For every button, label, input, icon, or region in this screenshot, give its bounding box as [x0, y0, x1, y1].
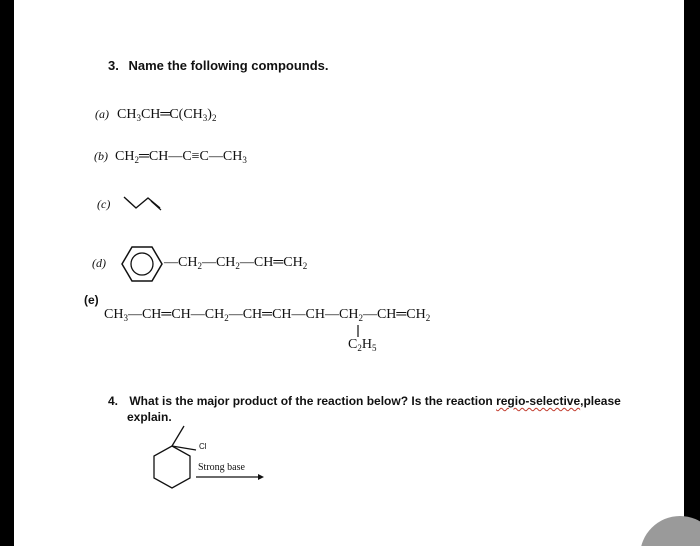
question-4-text-before: What is the major product of the reaction below? Is the reaction — [129, 394, 497, 408]
item-b — [94, 147, 247, 165]
question-4-flagged-word[interactable]: regio-selective — [496, 394, 581, 408]
question-3-heading — [108, 58, 329, 73]
item-b-label: (b) — [94, 149, 108, 163]
item-a-label: (a) — [95, 107, 109, 121]
benzene-ring-icon — [118, 244, 168, 284]
question-4-line-2: explain. — [127, 410, 172, 424]
item-c-label: (c) — [97, 197, 111, 211]
item-b-formula: $CH_2═CH—C\equiv C—CH_3$ — [115, 149, 247, 165]
item-e-formula: $CH_3—CH═CH—CH_2—CH═CH—CH—CH_2—CH═CH_2$ — [104, 307, 431, 323]
question-4-number: 4. — [108, 394, 119, 408]
question-3-number: 3. — [108, 58, 119, 73]
item-a-formula: $CH_3CH═C(CH_3)_2$ — [117, 107, 217, 123]
question-4-text-after: ,please — [580, 394, 621, 408]
chlorine-label: Cl — [199, 442, 207, 451]
question-4-line-1 — [108, 394, 621, 408]
item-a — [95, 105, 216, 123]
item-e-label: (e) — [84, 293, 99, 307]
cyclohexane-reactant-structure — [126, 424, 286, 496]
reagent-label: Strong base — [198, 462, 245, 473]
item-d-label: (d) — [92, 256, 106, 270]
question-3-title: Name the following compounds. — [128, 58, 329, 73]
document-sheet — [14, 0, 684, 546]
item-c-skeletal-structure — [122, 193, 168, 213]
item-d-formula: $—CH_2—CH_2—CH═CH_2$ — [164, 255, 308, 271]
item-e-substituent: $C_2H_5$ — [348, 337, 377, 353]
